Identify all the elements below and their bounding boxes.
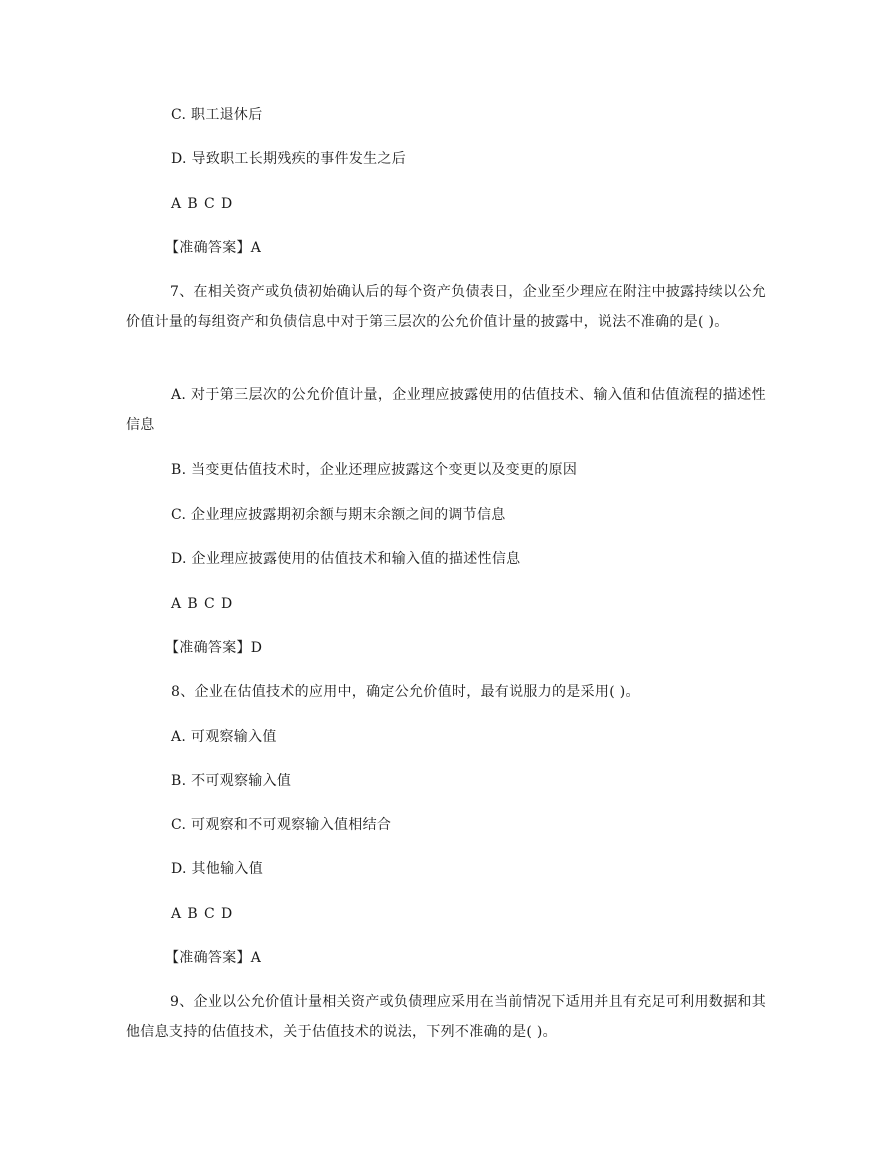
q6-answer: 【准确答案】A: [165, 240, 262, 256]
q7-option-c: C. 企业理应披露期初余额与期末余额之间的调节信息: [171, 507, 506, 523]
q8-choice-b: B: [187, 906, 199, 922]
q6-option-d: D. 导致职工长期残疾的事件发生之后: [171, 151, 407, 167]
q7-choice-c: C: [204, 596, 216, 612]
q7-question: 7、在相关资产或负债初始确认后的每个资产负债表日，企业至少理应在附注中披露持续以公允价值计量的每组资产和负债信息中对于第三层次的公允价值计量的披露中，说法不准确的是( )。: [126, 284, 766, 330]
q7-answer: 【准确答案】D: [165, 640, 263, 656]
q8-option-a: A. 可观察输入值: [171, 729, 277, 745]
q7-choices: [171, 596, 239, 612]
q8-option-c: C. 可观察和不可观察输入值相结合: [171, 817, 392, 833]
q7-choice-b: B: [187, 596, 199, 612]
q8-answer: 【准确答案】A: [165, 950, 262, 966]
q6-choice-d: D: [221, 196, 233, 212]
q6-option-c: C. 职工退休后: [171, 107, 263, 123]
q7-option-a: A. 对于第三层次的公允价值计量，企业理应披露使用的估值技术、输入值和估值流程的描述性信息: [126, 387, 766, 433]
q8-question: 8、企业在估值技术的应用中，确定公允价值时，最有说服力的是采用( )。: [171, 684, 640, 700]
q7-option-b: B. 当变更估值技术时，企业还理应披露这个变更以及变更的原因: [171, 462, 578, 478]
q8-choice-c: C: [204, 906, 216, 922]
q9-question: 9、企业以公允价值计量相关资产或负债理应采用在当前情况下适用并且有充足可利用数据和其他信息支持的估值技术，关于估值技术的说法，下列不准确的是( )。: [126, 994, 766, 1040]
q6-choice-b: B: [187, 196, 199, 212]
q8-choices: [171, 906, 239, 922]
q6-choice-a: A: [171, 196, 182, 212]
q6-choices: [171, 196, 239, 212]
q6-choice-c: C: [204, 196, 216, 212]
q7-option-d: D. 企业理应披露使用的估值技术和输入值的描述性信息: [171, 551, 521, 567]
q8-option-d: D. 其他输入值: [171, 861, 264, 877]
q8-option-b: B. 不可观察输入值: [171, 773, 292, 789]
q7-choice-d: D: [221, 596, 233, 612]
q8-choice-d: D: [221, 906, 233, 922]
q7-choice-a: A: [171, 596, 182, 612]
q8-choice-a: A: [171, 906, 182, 922]
